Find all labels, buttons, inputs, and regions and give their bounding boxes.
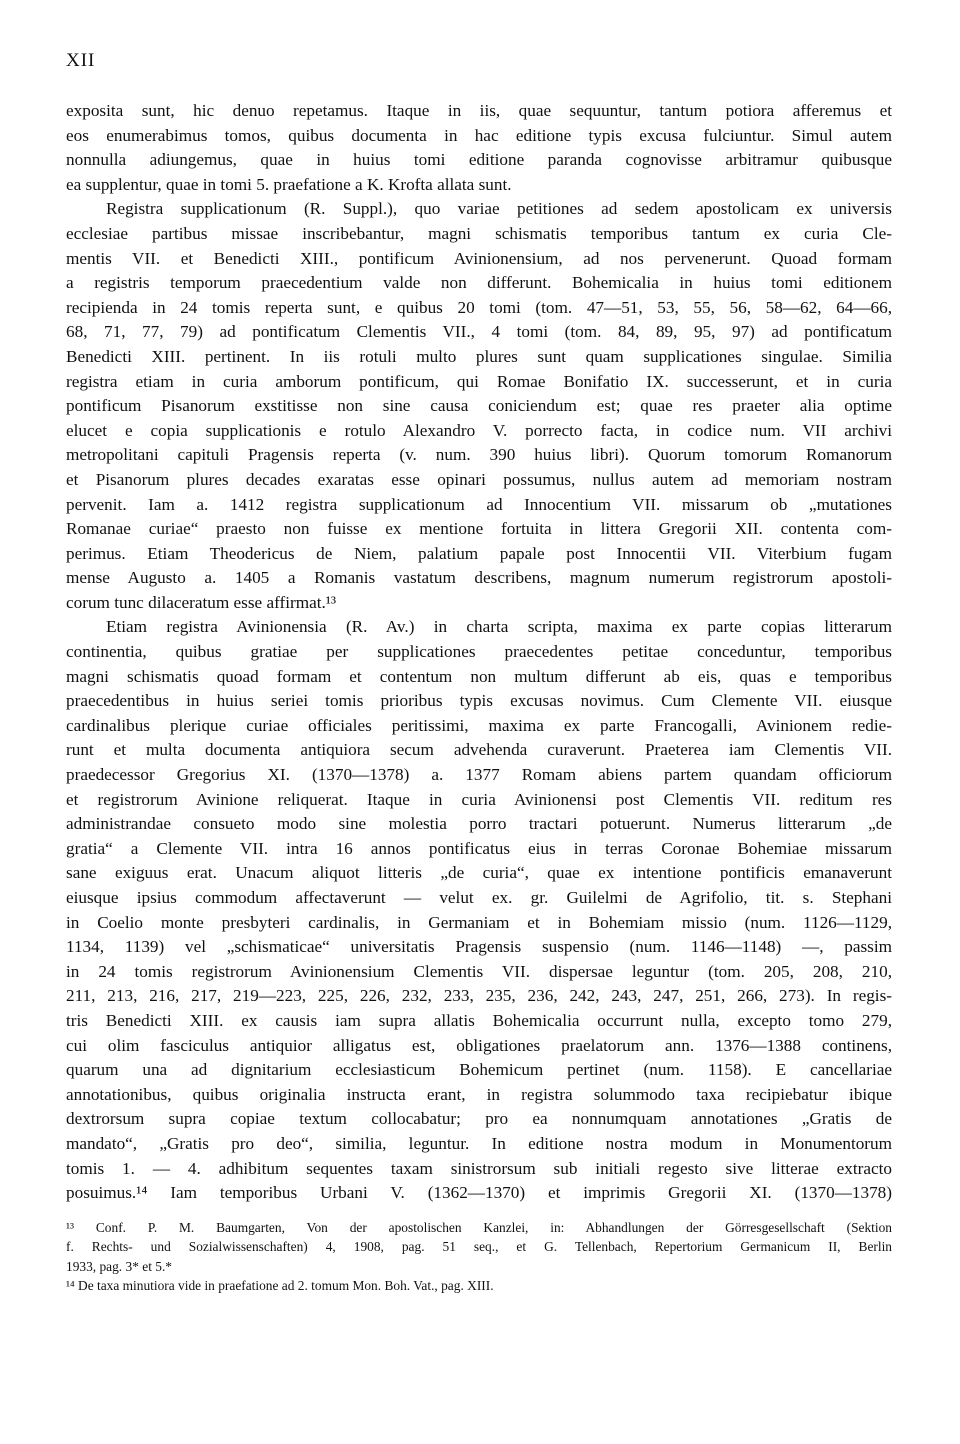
text-line: dextrorsum supra copiae textum collocabatur; pro ea nonnumquam annotationes „Gratis de	[66, 1109, 892, 1129]
text-line: metropolitani capituli Pragensis reperta (v. num. 390 huius libri). Quorum tomorum Romanorum	[66, 445, 892, 465]
text-line: nonnulla adiungemus, quae in huius tomi editione paranda cognovisse arbitramur quibusque	[66, 150, 892, 170]
text-line: eiusque ipsius commodum affectaverunt — velut ex. gr. Guilelmi de Agrifolio, tit. s. Stephani	[66, 888, 892, 907]
text-line: et registrorum Avinione reliquerat. Itaque in curia Avinionensi post Clementis VII. reditum res	[66, 789, 892, 809]
text-line: pervenit. Iam a. 1412 registra supplicationum ad Innocentium VII. missarum ob „mutationes	[66, 494, 892, 514]
footnote-line: f. Rechts- und Sozialwissenschaften) 4, 1908, pag. 51 seq., et G. Tellenbach, Repertorium Germanicum II, Berlin	[66, 1239, 892, 1255]
text-line: et Pisanorum plures decades exaratas esse opinari possumus, nullus autem ad memoriam nostram	[66, 469, 892, 489]
text-line: elucet e copia supplicationis e rotulo Alexandro V. porrecto facta, in codice num. VII archivi	[66, 420, 892, 440]
text-line: in Coelio monte presbyteri cardinalis, in Germaniam et in Bohemiam missio (num. 1126—1129,	[66, 912, 892, 932]
text-line: runt et multa documenta antiquiora secum advehenda curaverunt. Praeterea iam Clementis VII.	[66, 740, 892, 760]
text-line: Benedicti XIII. pertinent. In iis rotuli multo plures sunt quam supplicationes singulae. Similia	[66, 346, 892, 366]
footnotes	[66, 1218, 892, 1296]
text-line: Romanae curiae“ praesto non fuisse ex mentione fortuita in littera Gregorii XII. contenta com-	[66, 519, 892, 539]
footnote-line: 1933, pag. 3* et 5.*	[66, 1258, 172, 1274]
text-line: pontificum Pisanorum exstitisse non sine causa coniciendum est; quae res praeter alia optime	[66, 396, 892, 416]
text-line: mandato“, „Gratis pro deo“, similia, leguntur. In editione nostra modum in Monumentorum	[66, 1133, 892, 1153]
page-number: XII	[66, 50, 96, 71]
body-text	[66, 99, 892, 1206]
text-line: 1134, 1139) vel „schismaticae“ universitatis Pragensis suspensio (num. 1146—1148) —, passim	[66, 937, 892, 957]
text-line: ea supplentur, quae in tomi 5. praefatione a K. Krofta allata sunt.	[66, 174, 512, 194]
text-line: exposita sunt, hic denuo repetamus. Itaque in iis, quae sequuntur, tantum potiora afferemus et	[66, 101, 892, 120]
text-line: quarum una ad dignitarium ecclesiasticum Bohemicum pertinet (num. 1158). E cancellariae	[66, 1060, 892, 1080]
text-line: recipienda in 24 tomis reperta sunt, e quibus 20 tomi (tom. 47—51, 53, 55, 56, 58—62, 64—66,	[66, 297, 892, 317]
text-line: gratia“ a Clemente VII. intra 16 annos pontificatus eius in terras Coronae Bohemiae missarum	[66, 838, 892, 858]
text-line: magni schismatis quoad formam et contentum non multum differunt ab eis, quas e temporibus	[66, 666, 892, 686]
text-line: registra etiam in curia amborum pontificum, qui Romae Bonifatio IX. successerunt, et in curia	[66, 371, 892, 391]
text-line: Etiam registra Avinionensia (R. Av.) in charta scripta, maxima ex parte copias litterarum	[106, 617, 892, 637]
text-line: praedecessor Gregorius XI. (1370—1378) a. 1377 Romam abiens partem quandam officiorum	[66, 765, 892, 785]
text-line: ecclesiae partibus missae inscribebantur, magni schismatis temporibus tantum ex curia Cle-	[66, 223, 892, 243]
footnote-line: ¹⁴ De taxa minutiora vide in praefatione ad 2. tomum Mon. Boh. Vat., pag. XIII.	[66, 1278, 494, 1294]
text-line: in 24 tomis registrorum Avinionensium Clementis VII. dispersae leguntur (tom. 205, 208, 210,	[66, 961, 892, 981]
text-line: administrandae consueto modo sine molestia porro tractari potuerunt. Numerus litterarum „de	[66, 814, 892, 834]
text-line: tomis 1. — 4. adhibitum sequentes taxam sinistrorsum sub initiali regesto sive litterae extracto	[66, 1158, 892, 1178]
text-line: praecedentibus in huius seriei tomis prioribus typis excusas novimus. Cum Clemente VII. eiusque	[66, 691, 892, 711]
text-line: posuimus.¹⁴ Iam temporibus Urbani V. (1362—1370) et imprimis Gregorii XI. (1370—1378)	[66, 1183, 892, 1203]
footnote-line: ¹³ Conf. P. M. Baumgarten, Von der apostolischen Kanzlei, in: Abhandlungen der Görresgesellschaft (Sektion	[66, 1220, 892, 1235]
text-line: tris Benedicti XIII. ex causis iam supra allatis Bohemicalia occurrunt nulla, excepto tomo 279,	[66, 1010, 892, 1030]
text-line: annotationibus, quibus originalia instructa erant, in registra solummodo taxa recipiebatur ibique	[66, 1084, 892, 1104]
text-line: eos enumerabimus tomos, quibus documenta in hac editione typis excusa fulciuntur. Simul autem	[66, 125, 892, 145]
text-line: mense Augusto a. 1405 a Romanis vastatum describens, magnum numerum registrorum apostoli-	[66, 568, 892, 588]
text-line: Registra supplicationum (R. Suppl.), quo variae petitiones ad sedem apostolicam ex universis	[106, 199, 892, 219]
text-line: perimus. Etiam Theodericus de Niem, palatium papale post Innocentii VII. Viterbium fugam	[66, 543, 892, 563]
text-line: cui olim fasciculus antiquior alligatus est, obligationes praelatorum ann. 1376—1388 continens,	[66, 1035, 892, 1055]
text-line: 211, 213, 216, 217, 219—223, 225, 226, 232, 233, 235, 236, 242, 243, 247, 251, 266, 273). In regis-	[66, 986, 892, 1006]
text-line: a registris temporum praecedentium valde non differunt. Bohemicalia in huius tomi editionem	[66, 273, 892, 293]
text-line: sane exiguus erat. Unacum aliquot litteris „de curia“, quae ex intentione pontificis emanaverunt	[66, 863, 892, 883]
text-line: 68, 71, 77, 79) ad pontificatum Clementis VII., 4 tomi (tom. 84, 89, 95, 97) ad pontificatum	[66, 322, 892, 342]
text-line: corum tunc dilaceratum esse affirmat.¹³	[66, 592, 337, 612]
text-line: cardinalibus plerique curiae officiales peritissimi, maxima ex parte Francogalli, Avinionem redie-	[66, 715, 892, 735]
text-line: mentis VII. et Benedicti XIII., pontificum Avinionensium, ad nos pervenerunt. Quoad formam	[66, 248, 892, 268]
text-line: continentia, quibus gratiae per supplicationes praecedentes petitae conceduntur, temporibus	[66, 642, 892, 662]
